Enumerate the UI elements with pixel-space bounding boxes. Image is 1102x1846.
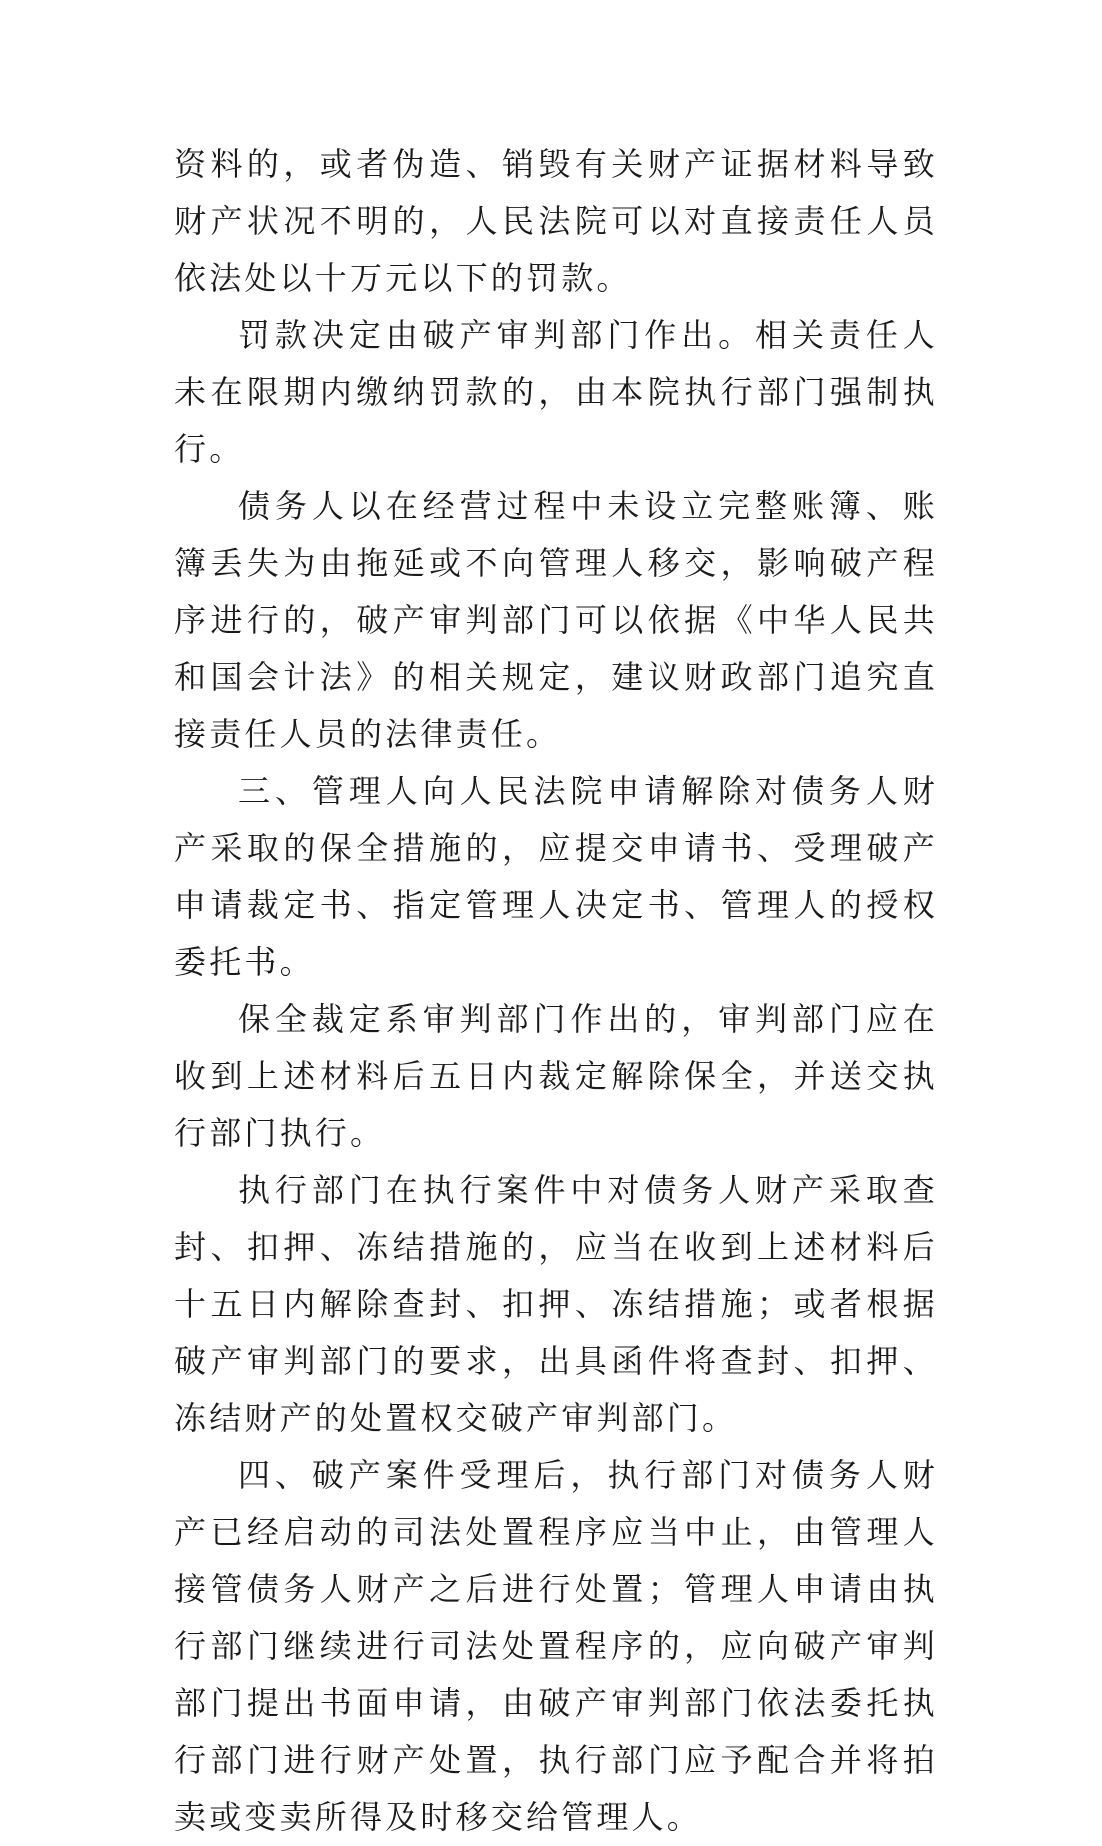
paragraph-fine-clause-continuation: 资料的，或者伪造、销毁有关财产证据材料导致财产状况不明的，人民法院可以对直接责任人员依法处以十万元以下的罚款。 xyxy=(174,145,938,297)
document-body xyxy=(174,136,938,1846)
paragraph-preservation-ruling: 保全裁定系审判部门作出的，审判部门应在收到上述材料后五日内裁定解除保全，并送交执行部门执行。 xyxy=(174,1000,938,1152)
paragraph-section-four: 四、破产案件受理后，执行部门对债务人财产已经启动的司法处置程序应当中止，由管理人接管债务人财产之后进行处置；管理人申请由执行部门继续进行司法处置程序的，应向破产审判部门提出书面申请，由破产审判部门依法委托执行部门进行财产处置，执行部门应予配合并将拍卖或变卖所得及时移交给管理人。 xyxy=(174,1456,938,1836)
paragraph-section-three: 三、管理人向人民法院申请解除对债务人财产采取的保全措施的，应提交申请书、受理破产申请裁定书、指定管理人决定书、管理人的授权委托书。 xyxy=(174,772,938,981)
paragraph-fine-decision: 罚款决定由破产审判部门作出。相关责任人未在限期内缴纳罚款的，由本院执行部门强制执行。 xyxy=(174,316,938,468)
paragraph-enforcement-release: 执行部门在执行案件中对债务人财产采取查封、扣押、冻结措施的，应当在收到上述材料后十五日内解除查封、扣押、冻结措施；或者根据破产审判部门的要求，出具函件将查封、扣押、冻结财产的处置权交破产审判部门。 xyxy=(174,1171,938,1437)
paragraph-debtor-accounts: 债务人以在经营过程中未设立完整账簿、账簿丢失为由拖延或不向管理人移交，影响破产程序进行的，破产审判部门可以依据《中华人民共和国会计法》的相关规定，建议财政部门追究直接责任人员的法律责任。 xyxy=(174,487,938,753)
